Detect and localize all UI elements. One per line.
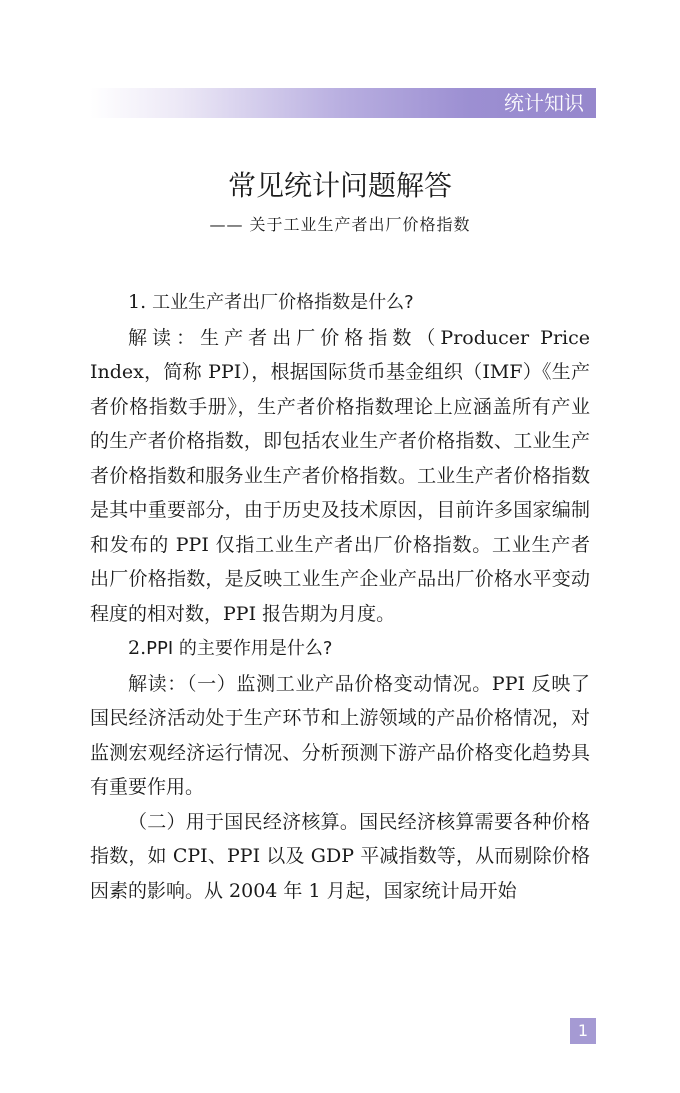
question-2 <box>90 631 590 667</box>
answer-2-part-1: 解读：（一）监测工业产品价格变动情况。PPI 反映了国民经济活动处于生产环节和上游领域的产品价格情况，对监测宏观经济运行情况、分析预测下游产品价格变化趋势具有重要作用。 <box>90 672 590 798</box>
answer-2-part-2: （二）用于国民经济核算。国民经济核算需要各种价格指数，如 CPI、PPI 以及 GDP 平减指数等，从而剔除价格因素的影响。从 2004 年 1 月起，国家统计局开始 <box>90 810 590 902</box>
article-subtitle: —— 关于工业生产者出厂价格指数 <box>209 215 471 234</box>
page-number-badge: 1 <box>570 1018 596 1044</box>
question-1-number: 1. <box>128 291 153 313</box>
question-2-text: PPI 的主要作用是什么? <box>146 638 333 659</box>
section-label: 统计知识 <box>504 91 584 115</box>
article-body <box>90 285 590 908</box>
answer-1: 解读：生产者出厂价格指数（Producer Price Index，简称 PPI），根据国际货币基金组织（IMF）《生产者价格指数手册》，生产者价格指数理论上应涵盖所有产业的生产者价格指数，即包括农业生产者价格指数、工业生产者价格指数和服务业生产者价格指数。工业生产者价格指数是其中重要部分，由于历史及技术原因，目前许多国家编制和发布的 PPI 仅指工业生产者出厂价格指数。工业生产者出厂价格指数，是反映工业生产企业产品出厂价格水平变动程度的相对数，PPI 报告期为月度。 <box>90 326 590 625</box>
question-2-number: 2. <box>128 637 147 659</box>
article-title: 常见统计问题解答 <box>227 169 452 202</box>
section-banner <box>90 88 596 118</box>
question-1-text: 工业生产者出厂价格指数是什么? <box>152 292 414 313</box>
question-1 <box>90 285 590 321</box>
